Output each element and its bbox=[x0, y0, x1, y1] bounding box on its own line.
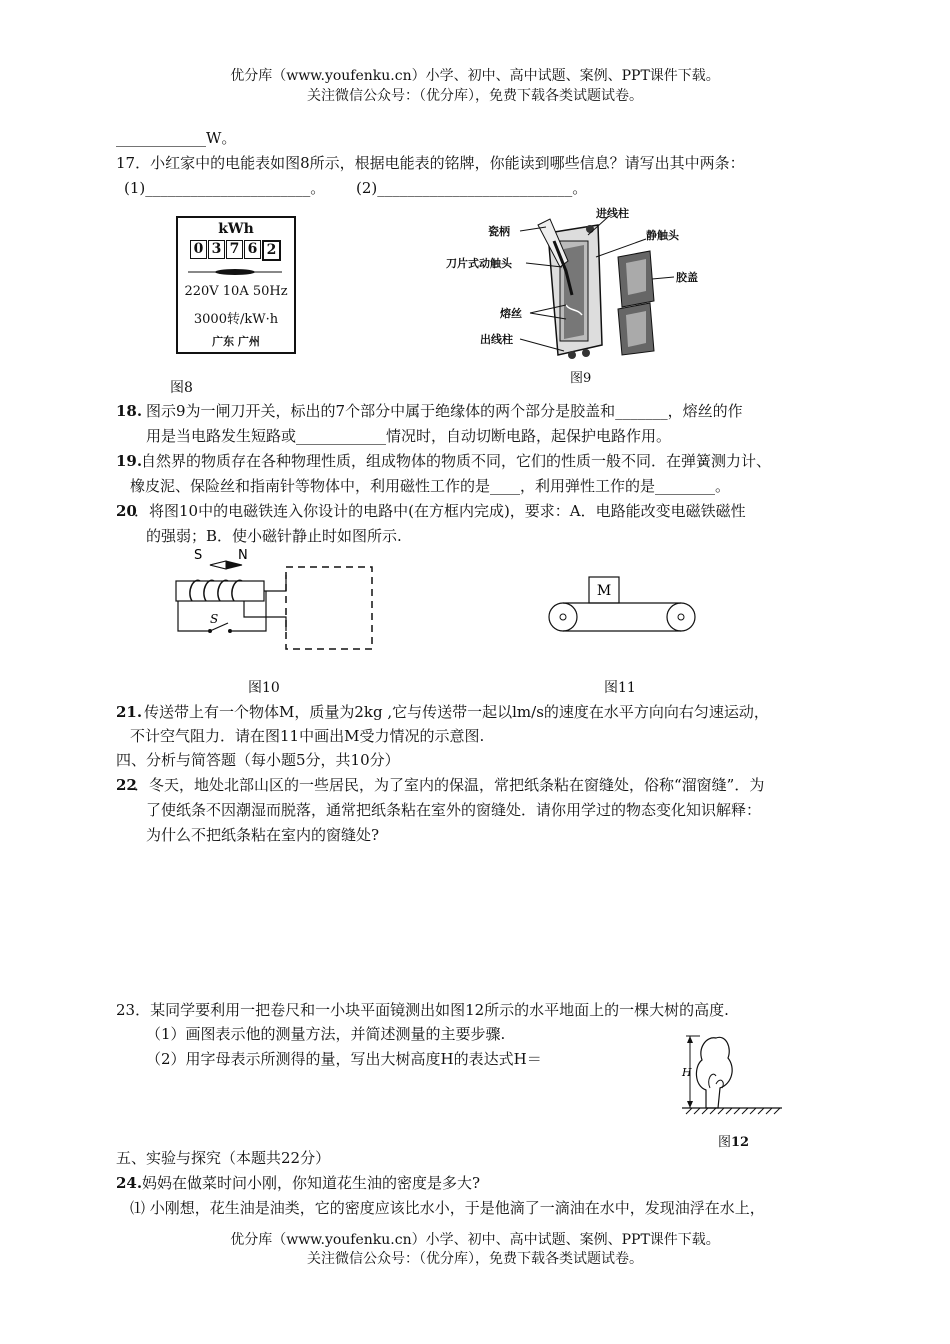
meter-digit: 2 bbox=[262, 240, 281, 261]
header-line-2: 关注微信公众号：（优分库），免费下载各类试题试卷。 bbox=[307, 88, 643, 104]
q17-text: 17．小红家中的电能表如图8所示，根据电能表的铭牌，你能读到哪些信息？请写出其中两条： bbox=[116, 154, 745, 172]
label-fuse: 熔丝 bbox=[500, 307, 522, 320]
meter-spec-voltage: 220V 10A 50Hz bbox=[184, 284, 288, 299]
q23-line-3: （2）用字母表示所测得的量，写出大树高度H的表达式H＝ bbox=[146, 1050, 542, 1068]
meter-spec-rate: 3000转/kW·h bbox=[193, 312, 279, 327]
figure-9-caption: 图9 bbox=[570, 371, 592, 386]
header-line-1: 优分库（www.youfenku.cn）小学、初中、高中试题、案例、PPT课件下载。 bbox=[230, 68, 720, 84]
figure-10-caption: 图10 bbox=[248, 680, 280, 696]
meter-disc-indicator bbox=[178, 264, 294, 284]
q24-line-2: ⑴ 小刚想，花生油是油类，它的密度应该比水小，于是他滴了一滴油在水中，发现油浮在水上， bbox=[130, 1199, 765, 1217]
q18-number: 18. bbox=[116, 402, 143, 420]
knife-switch-drawing bbox=[440, 205, 720, 365]
meter-place: 广东 广州 bbox=[212, 335, 260, 348]
figure-12-caption: 图12 bbox=[718, 1135, 750, 1150]
label-blade: 刀片式动触头 bbox=[446, 257, 512, 270]
q19-line-2: 橡皮泥、保险丝和指南针等物体中，利用磁性工作的是____，利用弹性工作的是________。 bbox=[130, 477, 731, 495]
label-inlet: 进线柱 bbox=[596, 207, 629, 220]
label-cover: 胶盖 bbox=[676, 271, 698, 284]
tree-icon bbox=[696, 1037, 732, 1108]
footer-line-1: 优分库（www.youfenku.cn）小学、初中、高中试题、案例、PPT课件下载。 bbox=[230, 1232, 720, 1248]
design-box bbox=[286, 567, 372, 649]
coil-windings bbox=[190, 580, 242, 601]
section-4-heading: 四、分析与简答题（每小题5分，共10分） bbox=[116, 751, 400, 769]
q22-line-1: ．冬天，地处北部山区的一些居民，为了室内的保温，常把纸条粘在窗缝处，俗称“溜窗缝”．为 bbox=[134, 776, 765, 794]
q21-line-2: 不计空气阻力．请在图11中画出M受力情况的示意图. bbox=[130, 727, 485, 745]
compass-s-pole: S bbox=[194, 548, 203, 563]
q21-number: 21. bbox=[116, 703, 143, 721]
switch-label: S bbox=[210, 612, 219, 626]
meter-digit: 0 bbox=[190, 240, 207, 259]
compass-n-pole: N bbox=[238, 548, 248, 563]
meter-digit: 3 bbox=[208, 240, 225, 259]
q22-line-2: 了使纸条不因潮湿而脱落，通常把纸条粘在室外的窗缝处．请你用学过的物态变化知识解释： bbox=[146, 801, 762, 819]
label-static-contact: 静触头 bbox=[646, 229, 679, 242]
right-pulley bbox=[667, 603, 695, 631]
label-handle: 瓷柄 bbox=[488, 225, 510, 238]
q19-line-1: 自然界的物质存在各种物理性质，组成物体的物质不同，它们的性质一般不同．在弹簧测力计、 bbox=[141, 452, 772, 470]
meter-digit: 7 bbox=[226, 240, 243, 259]
q20-number: 20 bbox=[116, 502, 137, 520]
left-pulley bbox=[549, 603, 577, 631]
q24-number: 24. bbox=[116, 1174, 143, 1192]
figure-11-conveyor bbox=[545, 575, 705, 635]
q19-number: 19. bbox=[116, 452, 143, 470]
q23-line-1: 23．某同学要利用一把卷尺和一小块平面镜测出如图12所示的水平地面上的一棵大树的高度. bbox=[116, 1001, 729, 1019]
q22-number: 22 bbox=[116, 776, 137, 794]
q18-line-2: 用是当电路发生短路或____________情况时，自动切断电路，起保护电路作用。 bbox=[146, 427, 672, 445]
q17-blank-1: (1)______________________。 bbox=[124, 179, 326, 197]
figure-8-meter bbox=[176, 216, 296, 354]
label-outlet: 出线柱 bbox=[480, 333, 513, 346]
q16-answer-blank: ____________W。 bbox=[116, 129, 237, 147]
meter-digit: 6 bbox=[244, 240, 261, 259]
q20-line-2: 的强弱；B．使小磁针静止时如图所示. bbox=[146, 527, 402, 545]
q21-line-1: 传送带上有一个物体M，质量为2kg ,它与传送带一起以lm/s的速度在水平方向向右匀速运动， bbox=[144, 703, 769, 721]
q23-line-2: （1）画图表示他的测量方法，并简述测量的主要步骤. bbox=[146, 1025, 506, 1043]
figure-12-tree bbox=[676, 1030, 786, 1116]
figure-8-caption: 图8 bbox=[170, 380, 193, 396]
section-5-heading: 五、实验与探究（本题共22分） bbox=[116, 1149, 331, 1167]
footer-line-2: 关注微信公众号：（优分库），免费下载各类试题试卷。 bbox=[307, 1251, 643, 1267]
q18-line-1: 图示9为一闸刀开关，标出的7个部分中属于绝缘体的两个部分是胶盖和_______，熔丝的作 bbox=[146, 402, 743, 420]
block-m-label: M bbox=[596, 583, 612, 599]
q20-line-1: ．将图10中的电磁铁连入你设计的电路中(在方框内完成)，要求：A．电路能改变电磁铁磁性 bbox=[134, 502, 746, 520]
height-label: H bbox=[682, 1066, 692, 1079]
figure-10-circuit bbox=[170, 545, 390, 655]
q22-line-3: 为什么不把纸条粘在室内的窗缝处? bbox=[146, 826, 380, 844]
q24-line-1: 妈妈在做菜时问小刚，你知道花生油的密度是多大? bbox=[142, 1174, 481, 1192]
figure-9-knife-switch bbox=[440, 205, 720, 365]
figure-11-caption: 图11 bbox=[604, 680, 636, 696]
meter-unit: kWh bbox=[218, 221, 254, 237]
q17-blank-2: (2)__________________________。 bbox=[356, 179, 588, 197]
